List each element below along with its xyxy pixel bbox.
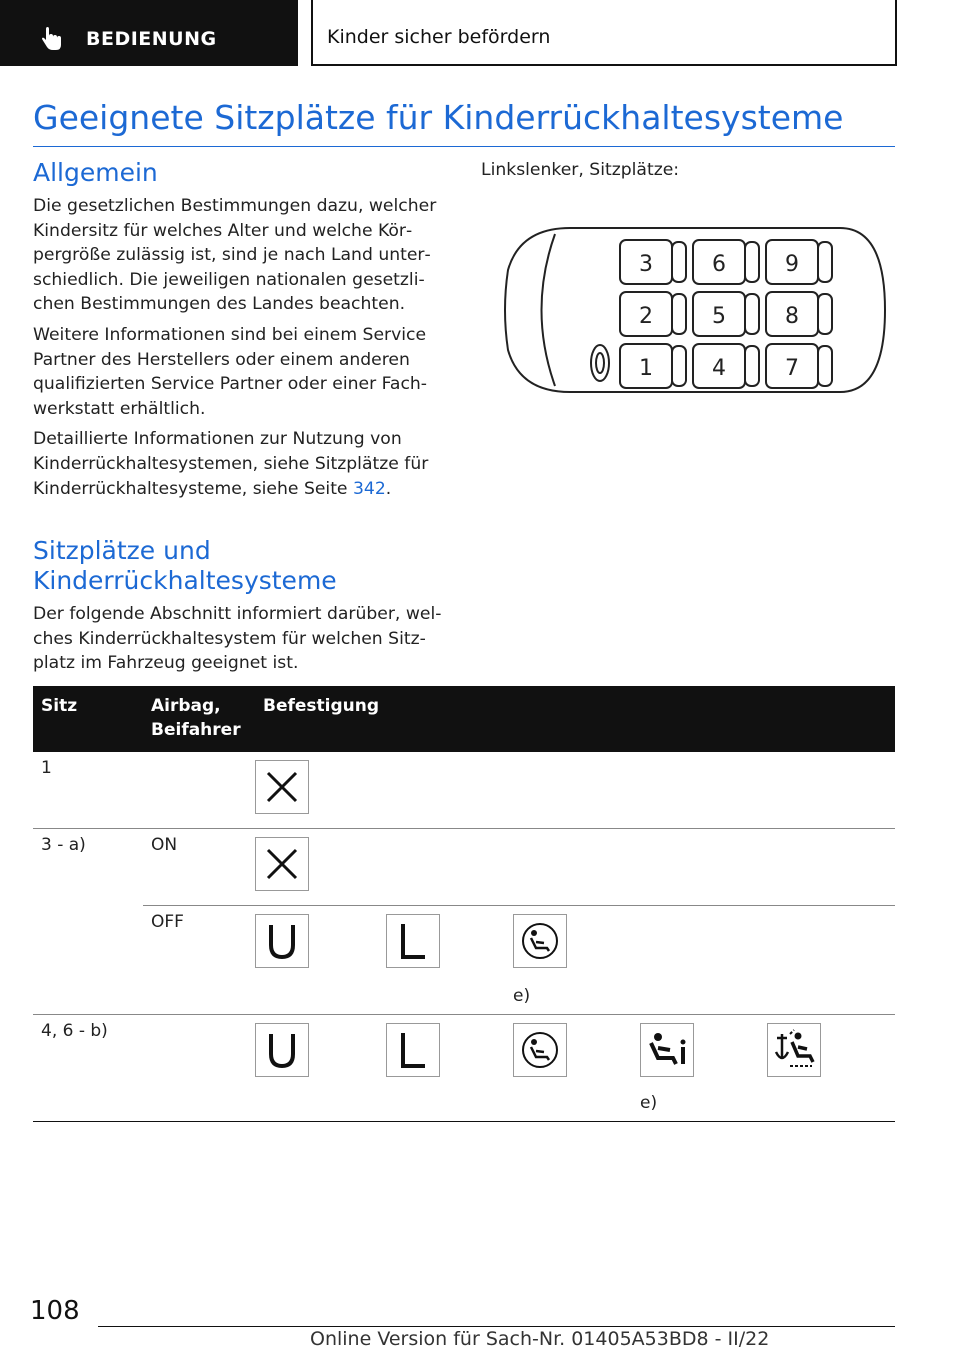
table-row: [33, 752, 895, 829]
cell-befestigung: [255, 752, 895, 829]
child-seat-anchor-icon: [767, 1023, 821, 1077]
child-seat-icon: [513, 1023, 567, 1077]
footer-text: Online Version für Sach-Nr. 01405A53BD8 - II/22: [310, 1328, 770, 1350]
col-befestigung: Befestigung: [255, 686, 895, 752]
svg-text:7: 7: [785, 356, 799, 381]
l-icon: [386, 914, 440, 968]
seat-4: [693, 344, 759, 388]
child-seat-icon: [513, 914, 567, 968]
svg-text:4: 4: [712, 356, 726, 381]
svg-text:3: 3: [639, 252, 653, 277]
page-title: Geeignete Sitzplätze für Kinderrückhaltesysteme: [33, 98, 844, 137]
footnote-e: e): [640, 1093, 658, 1113]
seat-7: [766, 344, 832, 388]
cell-airbag: ON: [151, 835, 178, 855]
page-link-342[interactable]: 342: [352, 478, 386, 499]
footnote-e: e): [513, 986, 531, 1006]
sitzplaetze-heading: Sitzplätze und Kinderrückhaltesysteme: [33, 536, 337, 595]
section-tab: [0, 0, 298, 66]
svg-text:9: 9: [785, 252, 799, 277]
seat-1: [620, 344, 686, 388]
seat-9: [766, 240, 832, 284]
seat-3: [620, 240, 686, 284]
l-icon: [386, 1023, 440, 1077]
table-header-row: [33, 686, 895, 752]
seat-table: [33, 686, 895, 1122]
page-number: 108: [30, 1296, 80, 1326]
table-row: [33, 906, 895, 1015]
allgemein-heading: Allgemein: [33, 158, 158, 187]
child-seat-info-icon: [640, 1023, 694, 1077]
footer-rule: [98, 1326, 895, 1327]
allgemein-p3: [33, 427, 453, 501]
chapter-label: Kinder sicher befördern: [327, 26, 551, 48]
page-header: [0, 0, 960, 66]
steering-wheel-icon: [591, 345, 609, 381]
cell-sitz: 3 - a): [41, 835, 86, 855]
cell-airbag: [143, 752, 255, 829]
allgemein-p3-end: .: [385, 478, 392, 499]
allgemein-p1: Die gesetzlichen Bestimmungen dazu, welcher Kindersitz für welches Alter und welche Körpergröße zulässig ist, sind je nach Land unterschiedlich. Die jeweiligen nationalen gesetzlichen Bestimmungen des Landes beachten.: [33, 196, 437, 315]
col-sitz: Sitz: [33, 686, 143, 752]
allgemein-section: [33, 158, 453, 501]
seat-8: [766, 292, 832, 336]
allgemein-p2: Weitere Informationen sind bei einem Service Partner des Herstellers oder einem anderen qualifizierten Service Partner oder einer Fachwerkstatt erhältlich.: [33, 324, 427, 419]
cell-sitz: 4, 6 - b): [41, 1021, 108, 1041]
cell-sitz: [33, 906, 143, 1015]
cell-befestigung: [255, 1015, 895, 1122]
allgemein-p3-text: Detaillierte Informationen zur Nutzung von Kinderrückhaltesystemen, siehe Sitzplätze für Kinderrückhaltesysteme, siehe Seite: [33, 429, 429, 499]
svg-text:1: 1: [639, 356, 653, 381]
chapter-box: [311, 0, 897, 66]
seat-6: [693, 240, 759, 284]
cell-airbag: [143, 1015, 255, 1122]
cell-befestigung: [255, 829, 895, 906]
sitzplaetze-section: [33, 536, 453, 676]
svg-text:8: 8: [785, 304, 799, 329]
section-label: BEDIENUNG: [86, 28, 217, 50]
seat-2: [620, 292, 686, 336]
sitzplaetze-p1: Der folgende Abschnitt informiert darüber, welches Kinderrückhaltesystem für welchen Sitzplatz im Fahrzeug geeignet ist.: [33, 604, 442, 674]
table-row: [33, 1015, 895, 1122]
title-rule: [33, 146, 895, 147]
svg-text:6: 6: [712, 252, 726, 277]
diagram-title: Linkslenker, Sitzplätze:: [481, 160, 680, 180]
seat-5: [693, 292, 759, 336]
col-airbag: Airbag, Beifahrer: [143, 686, 255, 752]
svg-text:2: 2: [639, 304, 653, 329]
table-row: [33, 829, 895, 906]
cell-airbag: OFF: [143, 906, 255, 1015]
cell-sitz: 1: [41, 758, 52, 778]
x-icon: [255, 837, 309, 891]
u-icon: [255, 914, 309, 968]
u-icon: [255, 1023, 309, 1077]
hand-pointer-icon: [40, 26, 66, 52]
seat-layout-diagram: [500, 220, 890, 400]
x-icon: [255, 760, 309, 814]
svg-text:5: 5: [712, 304, 726, 329]
cell-befestigung: [255, 906, 895, 1015]
